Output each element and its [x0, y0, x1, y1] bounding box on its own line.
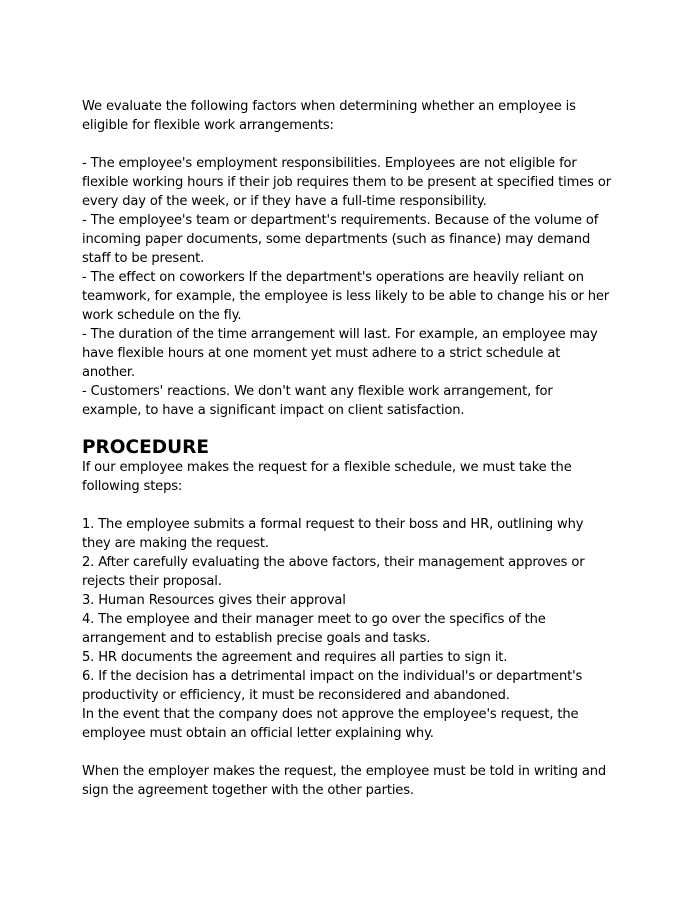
procedure-step: 5. HR documents the agreement and requires all parties to sign it. [82, 650, 508, 665]
factor-item: - The effect on coworkers If the department's operations are heavily reliant on teamwork, for example, the employee is less likely to be able to change his or her work schedule on the fly. [82, 270, 609, 323]
procedure-step: 6. If the decision has a detrimental impact on the individual's or department's productivity or efficiency, it must be reconsidered and abandoned. [82, 669, 583, 703]
employer-note: When the employer makes the request, the employee must be told in writing and sign the agreement together with the other parties. [82, 764, 607, 798]
denial-note: In the event that the company does not approve the employee's request, the employee must obtain an official letter explaining why. [82, 707, 579, 741]
factor-item: - The employee's employment responsibilities. Employees are not eligible for flexible working hours if their job requires them to be present at specified times or every day of the week, or if they have a full-time responsibility. [82, 156, 611, 209]
procedure-intro: If our employee makes the request for a flexible schedule, we must take the following steps: [82, 460, 572, 494]
factor-item: - The employee's team or department's requirements. Because of the volume of incoming paper documents, some departments (such as finance) may demand staff to be present. [82, 213, 599, 266]
procedure-step: 4. The employee and their manager meet to go over the specifics of the arrangement and to establish precise goals and tasks. [82, 612, 546, 646]
procedure-step: 3. Human Resources gives their approval [82, 593, 346, 608]
factor-item: - Customers' reactions. We don't want any flexible work arrangement, for example, to have a significant impact on client satisfaction. [82, 384, 553, 418]
procedure-step: 1. The employee submits a formal request to their boss and HR, outlining why they are making the request. [82, 517, 584, 551]
factor-item: - The duration of the time arrangement will last. For example, an employee may have flexible hours at one moment yet must adhere to a strict schedule at another. [82, 327, 598, 380]
intro-paragraph: We evaluate the following factors when determining whether an employee is eligible for flexible work arrangements: [82, 99, 576, 133]
paragraph-gap [82, 743, 614, 762]
paragraph-gap [82, 496, 614, 515]
procedure-step: 2. After carefully evaluating the above factors, their management approves or rejects their proposal. [82, 555, 585, 589]
paragraph-gap [82, 135, 614, 154]
document-page [82, 97, 614, 800]
procedure-heading: PROCEDURE [82, 437, 210, 458]
